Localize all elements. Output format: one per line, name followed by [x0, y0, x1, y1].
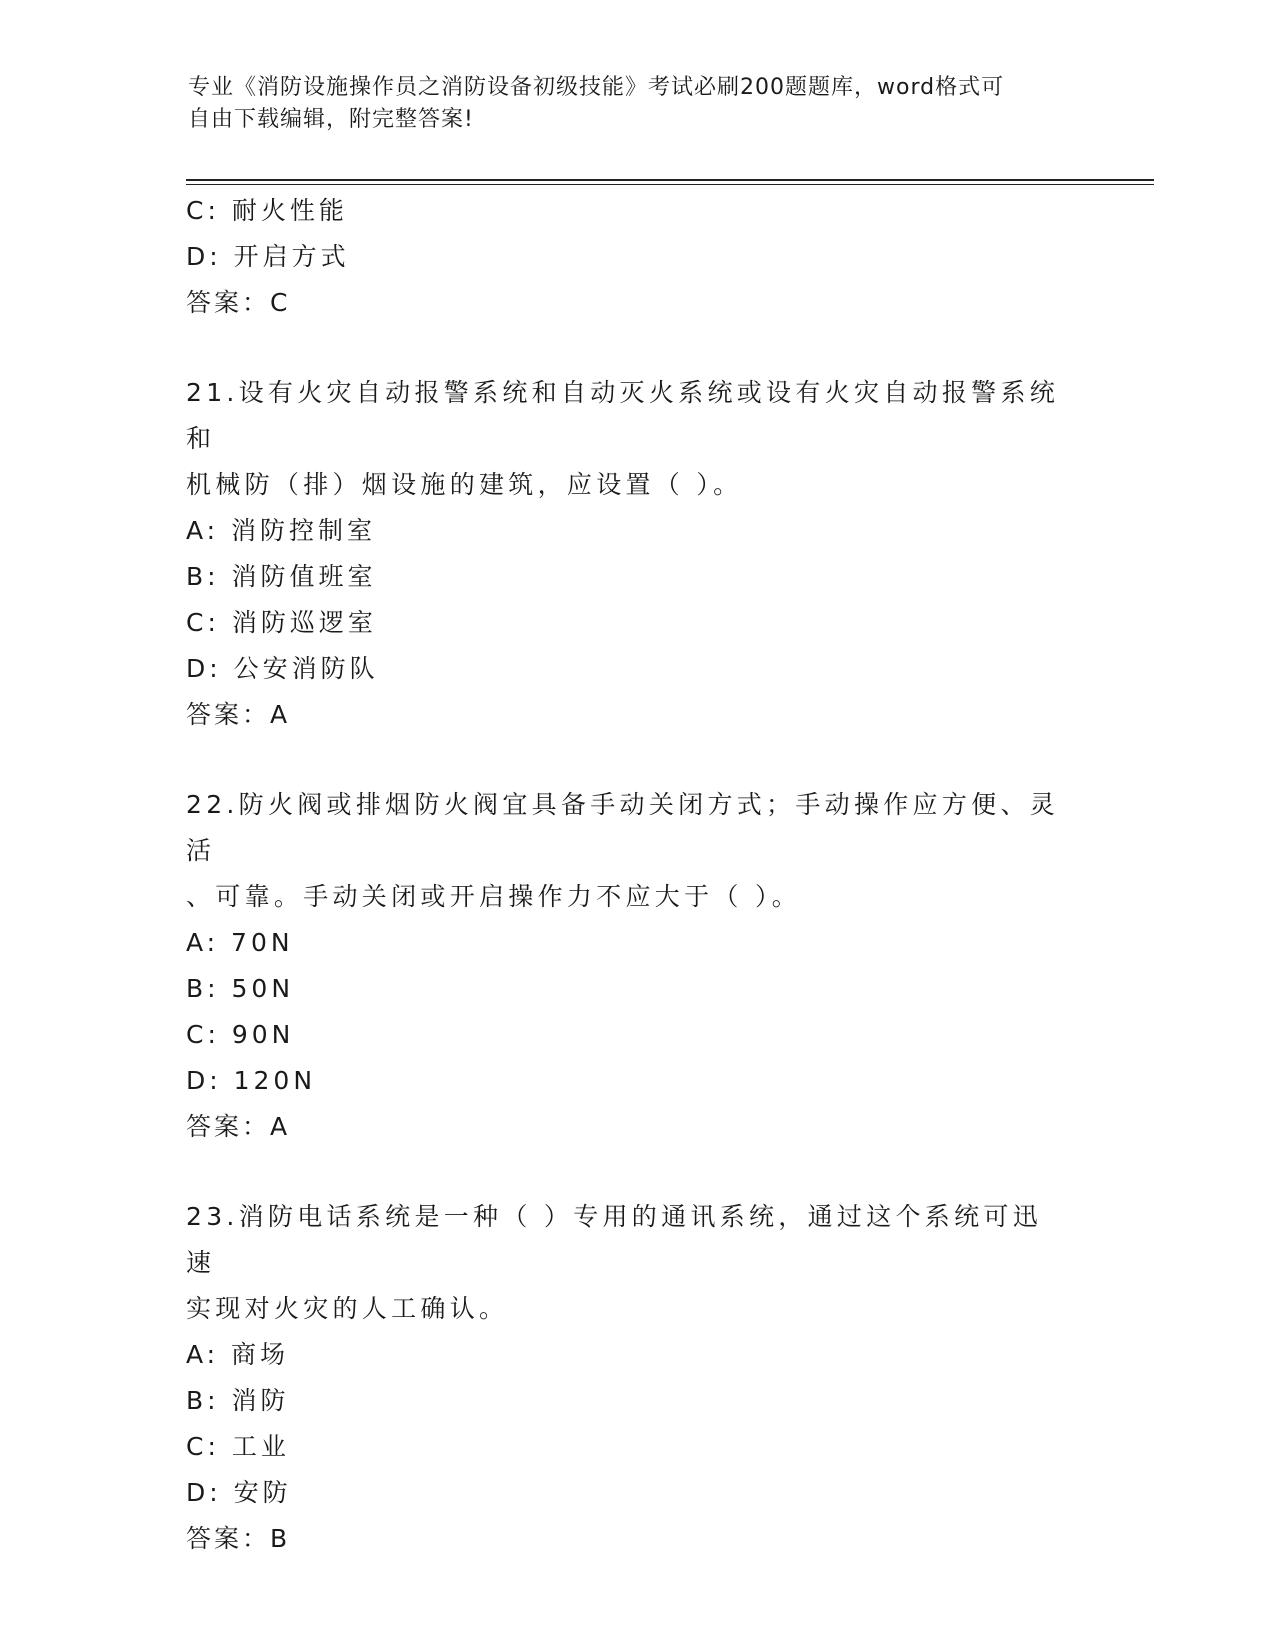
answer-line: 答案：C — [186, 288, 291, 317]
question-stem-line-1: 23.消防电话系统是一种（ ）专用的通讯系统，通过这个系统可迅速 — [186, 1202, 1043, 1277]
spacer — [186, 1150, 1086, 1194]
document-body — [186, 188, 1086, 1562]
option-a: A: 消防控制室 — [186, 516, 377, 545]
option-c: C: 工业 — [186, 1432, 290, 1461]
question-stem-line-1: 21.设有火灾自动报警系统和自动灭火系统或设有火灾自动报警系统和 — [186, 378, 1060, 453]
question-stem-line-2: 实现对火灾的人工确认。 — [186, 1294, 509, 1323]
option-a: A: 70N — [186, 928, 294, 957]
question-block-22 — [186, 782, 1086, 1150]
answer-line: 答案：A — [186, 700, 291, 729]
question-stem-line-1: 22.防火阀或排烟防火阀宜具备手动关闭方式；手动操作应方便、灵活 — [186, 790, 1060, 865]
option-a: A: 商场 — [186, 1340, 290, 1369]
option-d: D: 开启方式 — [186, 242, 350, 271]
answer-line: 答案：A — [186, 1112, 291, 1141]
header-divider-thin — [186, 184, 1154, 185]
previous-question-tail — [186, 188, 1086, 326]
question-stem-line-2: 机械防（排）烟设施的建筑，应设置（ ）。 — [186, 470, 743, 499]
header-title-line-1: 专业《消防设施操作员之消防设备初级技能》考试必刷200题题库，word格式可 — [188, 75, 1005, 100]
spacer — [186, 738, 1086, 782]
question-block-21 — [186, 370, 1086, 738]
option-c: C: 耐火性能 — [186, 196, 348, 225]
question-stem-line-2: 、可靠。手动关闭或开启操作力不应大于（ ）。 — [186, 882, 802, 911]
option-d: D: 安防 — [186, 1478, 292, 1507]
answer-line: 答案：B — [186, 1524, 291, 1553]
option-d: D: 120N — [186, 1066, 317, 1095]
option-c: C: 90N — [186, 1020, 295, 1049]
page-header — [188, 72, 1068, 136]
option-d: D: 公安消防队 — [186, 654, 379, 683]
question-block-23 — [186, 1194, 1086, 1562]
header-divider — [186, 179, 1154, 181]
option-b: B: 消防值班室 — [186, 562, 377, 591]
option-c: C: 消防巡逻室 — [186, 608, 377, 637]
header-title-line-2: 自由下载编辑，附完整答案! — [188, 107, 474, 132]
spacer — [186, 326, 1086, 370]
option-b: B: 消防 — [186, 1386, 290, 1415]
option-b: B: 50N — [186, 974, 295, 1003]
